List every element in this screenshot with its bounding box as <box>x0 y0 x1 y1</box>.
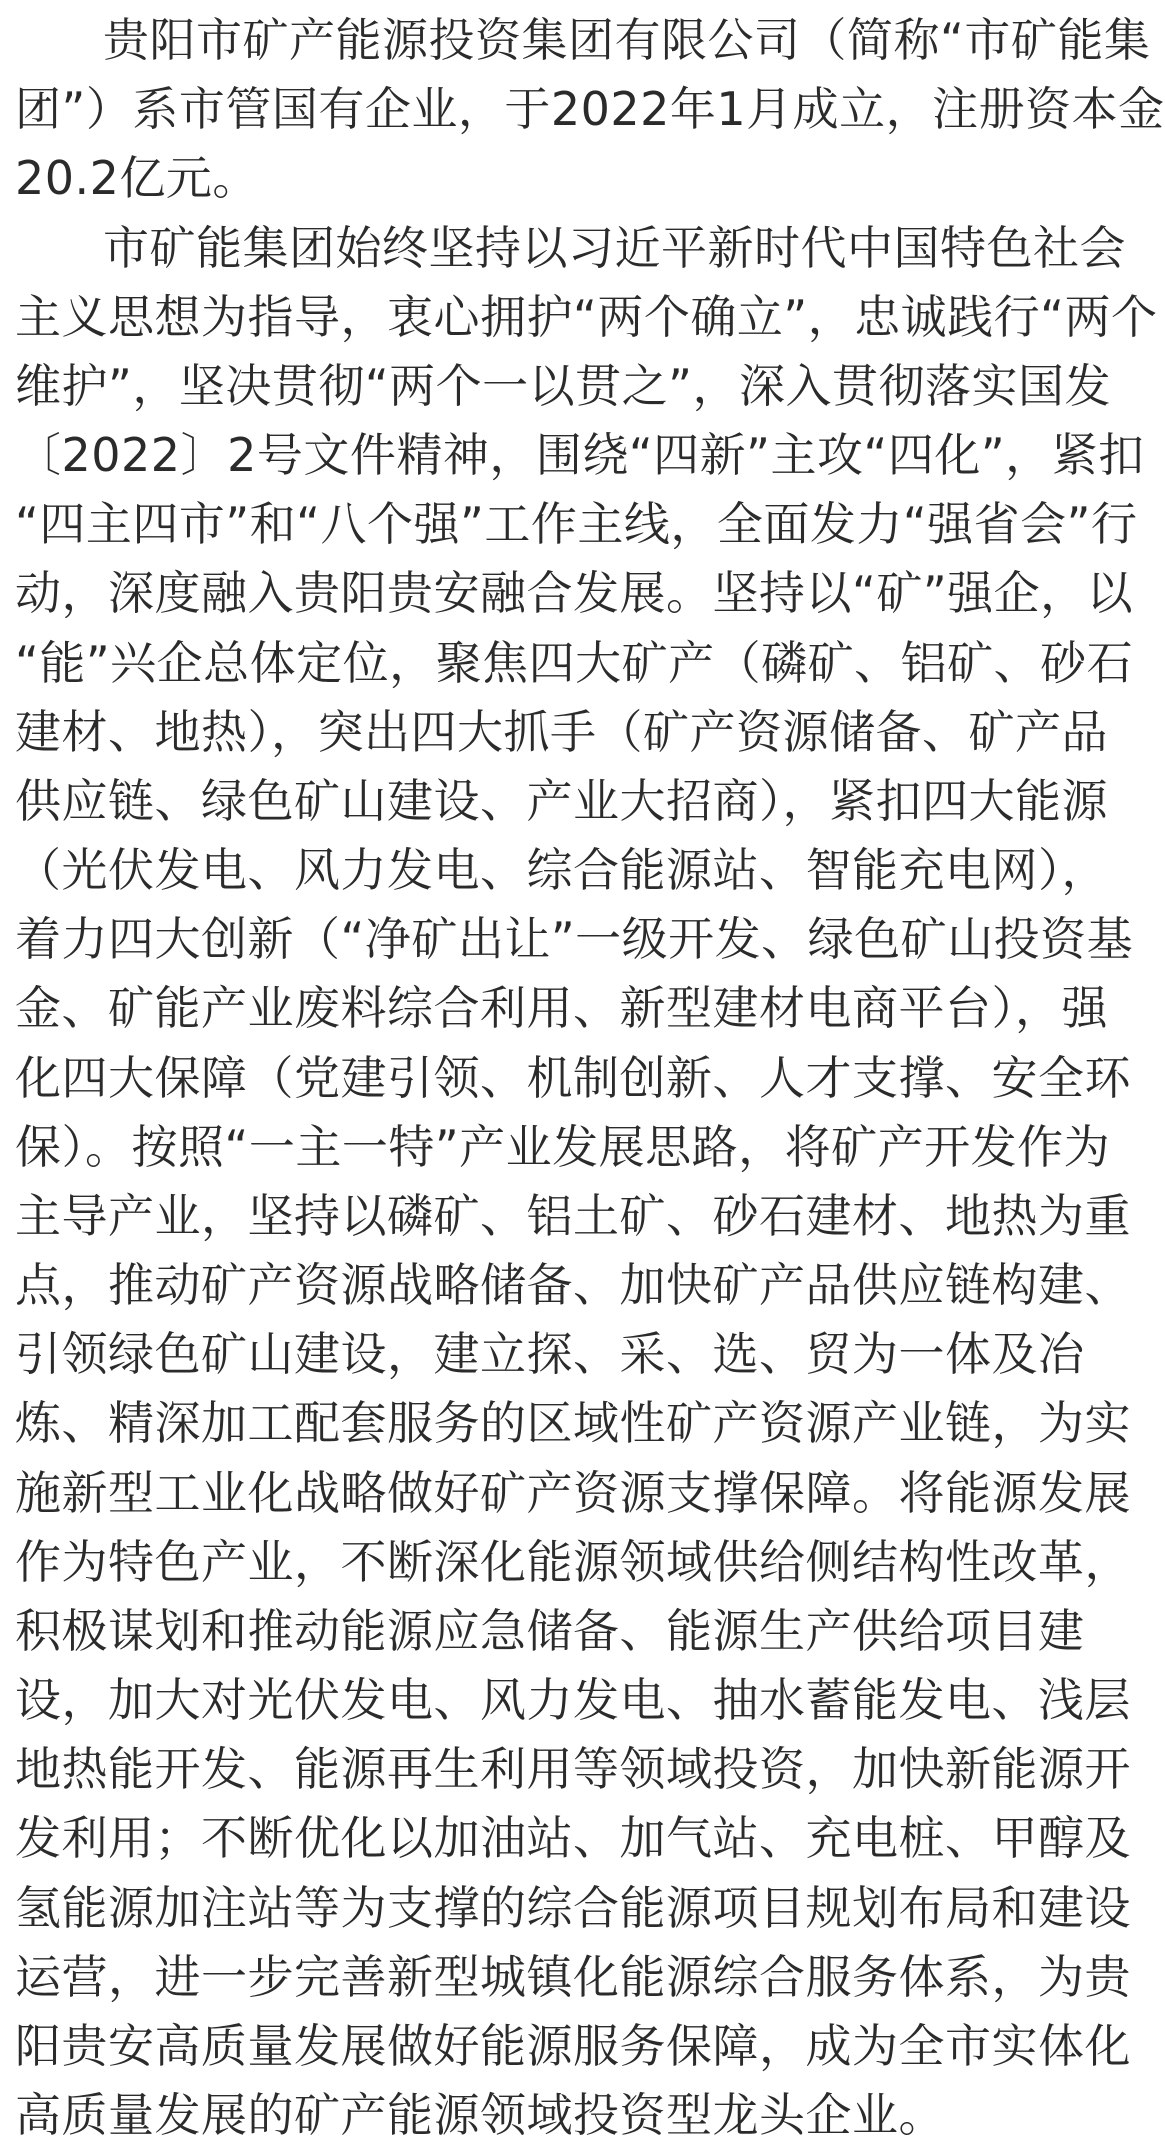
text-line: 着力四大创新（“净矿出让”一级开发、绿色矿山投资基 <box>15 912 1134 966</box>
text-line: 保）。按照“一主一特”产业发展思路，将矿产开发作为 <box>15 1120 1111 1174</box>
text-line: 维护”，坚决贯彻“两个一以贯之”，深入贯彻落实国发 <box>15 359 1111 413</box>
text-line: 动，深度融入贵阳贵安融合发展。坚持以“矿”强企，以 <box>15 566 1134 620</box>
text-line: “能”兴企总体定位，聚焦四大矿产（磷矿、铝矿、砂石 <box>15 636 1134 690</box>
text-line: 建材、地热），突出四大抓手（矿产资源储备、矿产品 <box>15 705 1108 759</box>
text-line: 发利用；不断优化以加油站、加气站、充电桩、甲醇及 <box>15 1811 1131 1865</box>
text-line: 〔2022〕2号文件精神，围绕“四新”主攻“四化”，紧扣 <box>15 428 1145 482</box>
text-line: 主导产业，坚持以磷矿、铝土矿、砂石建材、地热为重 <box>15 1189 1131 1243</box>
text-line: 贵阳市矿产能源投资集团有限公司（简称“市矿能集 <box>103 13 1151 67</box>
text-line: 团”）系市管国有企业，于2022年1月成立，注册资本金 <box>15 82 1165 136</box>
text-line: 设，加大对光伏发电、风力发电、抽水蓄能发电、浅层 <box>15 1673 1131 1727</box>
text-line: （光伏发电、风力发电、综合能源站、智能充电网）， <box>15 843 1108 897</box>
text-line: 点，推动矿产资源战略储备、加快矿产品供应链构建、 <box>15 1258 1131 1312</box>
text-line: 施新型工业化战略做好矿产资源支撑保障。将能源发展 <box>15 1466 1131 1520</box>
text-line: 运营，进一步完善新型城镇化能源综合服务体系，为贵 <box>15 1950 1131 2004</box>
text-line: 主义思想为指导，衷心拥护“两个确立”，忠诚践行“两个 <box>15 290 1158 344</box>
text-line: “四主四市”和“八个强”工作主线，全面发力“强省会”行 <box>15 497 1138 551</box>
text-line: 市矿能集团始终坚持以习近平新时代中国特色社会 <box>103 221 1126 275</box>
text-line: 炼、精深加工配套服务的区域性矿产资源产业链，为实 <box>15 1396 1131 1450</box>
text-line: 引领绿色矿山建设，建立探、采、选、贸为一体及冶 <box>15 1327 1085 1381</box>
text-line: 氢能源加注站等为支撑的综合能源项目规划布局和建设 <box>15 1881 1131 1935</box>
text-line: 供应链、绿色矿山建设、产业大招商），紧扣四大能源 <box>15 774 1108 828</box>
text-line: 金、矿能产业废料综合利用、新型建材电商平台），强 <box>15 981 1108 1035</box>
text-line: 高质量发展的矿产能源领域投资型龙头企业。 <box>15 2088 945 2142</box>
text-line: 阳贵安高质量发展做好能源服务保障，成为全市实体化 <box>15 2019 1131 2073</box>
text-line: 地热能开发、能源再生利用等领域投资，加快新能源开 <box>15 1742 1131 1796</box>
text-line: 20.2亿元。 <box>15 151 259 205</box>
text-line: 作为特色产业，不断深化能源领域供给侧结构性改革， <box>15 1535 1131 1589</box>
text-line: 积极谋划和推动能源应急储备、能源生产供给项目建 <box>15 1604 1085 1658</box>
text-line: 化四大保障（党建引领、机制创新、人才支撑、安全环 <box>15 1051 1131 1105</box>
